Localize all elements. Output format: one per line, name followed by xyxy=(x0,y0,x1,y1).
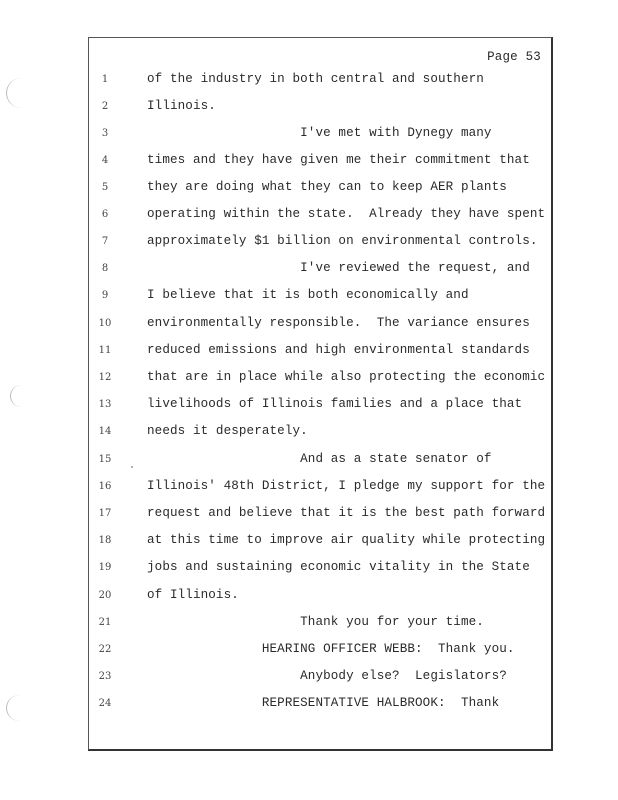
transcript-line: Thank you for your time. xyxy=(147,615,484,629)
transcript-line: request and believe that it is the best path forward xyxy=(147,506,546,520)
transcript-line: REPRESENTATIVE HALBROOK: Thank xyxy=(147,696,500,710)
transcript-line: of the industry in both central and southern xyxy=(147,72,484,86)
transcript-line: that are in place while also protecting the economic xyxy=(147,370,546,384)
line-number: 12 xyxy=(98,372,112,383)
line-number: 18 xyxy=(98,535,112,546)
line-number: 1 xyxy=(101,74,109,85)
line-number: 10 xyxy=(98,318,112,329)
transcript-line: they are doing what they can to keep AER plants xyxy=(147,180,507,194)
line-number: 8 xyxy=(101,263,109,274)
transcript-line: I've reviewed the request, and xyxy=(147,261,530,275)
transcript-line: Anybody else? Legislators? xyxy=(147,669,507,683)
line-number: 22 xyxy=(98,644,112,655)
page-number: Page 53 xyxy=(487,50,541,64)
line-number: 7 xyxy=(101,236,109,247)
line-number: 24 xyxy=(98,698,112,709)
line-number: 15 xyxy=(98,454,112,465)
transcript-line: operating within the state. Already they have spent xyxy=(147,207,546,221)
transcript-line: needs it desperately. xyxy=(147,424,308,438)
line-number: 17 xyxy=(98,508,112,519)
transcript-line: livelihoods of Illinois families and a place that xyxy=(147,397,523,411)
transcript-line: environmentally responsible. The variance ensures xyxy=(147,316,530,330)
line-number: 23 xyxy=(98,671,112,682)
line-number: 6 xyxy=(101,209,109,220)
transcript-line: approximately $1 billion on environmental controls. xyxy=(147,234,538,248)
line-number: 5 xyxy=(101,182,109,193)
line-number: 16 xyxy=(98,481,112,492)
line-number: 3 xyxy=(101,128,109,139)
transcript-line: Illinois' 48th District, I pledge my support for the xyxy=(147,479,546,493)
transcript-line: of Illinois. xyxy=(147,588,239,602)
transcript-line: times and they have given me their commitment that xyxy=(147,153,530,167)
line-number: 21 xyxy=(98,617,112,628)
transcript-line: jobs and sustaining economic vitality in the State xyxy=(147,560,530,574)
transcript-line: I believe that it is both economically and xyxy=(147,288,469,302)
transcript-line: reduced emissions and high environmental standards xyxy=(147,343,530,357)
transcript-line: Illinois. xyxy=(147,99,216,113)
binder-hole-bottom xyxy=(6,695,33,721)
transcript-line: I've met with Dynegy many xyxy=(147,126,492,140)
binder-hole-top xyxy=(6,78,37,108)
line-number: 11 xyxy=(98,345,112,356)
line-number: 13 xyxy=(98,399,112,410)
line-number: 14 xyxy=(98,426,112,437)
transcript-line: at this time to improve air quality while protecting xyxy=(147,533,546,547)
line-number: 19 xyxy=(98,562,112,573)
transcript-line: And as a state senator of xyxy=(147,452,492,466)
line-number: 2 xyxy=(101,101,109,112)
line-number: 9 xyxy=(101,290,109,301)
line-number: 4 xyxy=(101,155,109,166)
transcript-line: HEARING OFFICER WEBB: Thank you. xyxy=(147,642,515,656)
line-number: 20 xyxy=(98,590,112,601)
binder-hole-middle xyxy=(10,385,33,407)
